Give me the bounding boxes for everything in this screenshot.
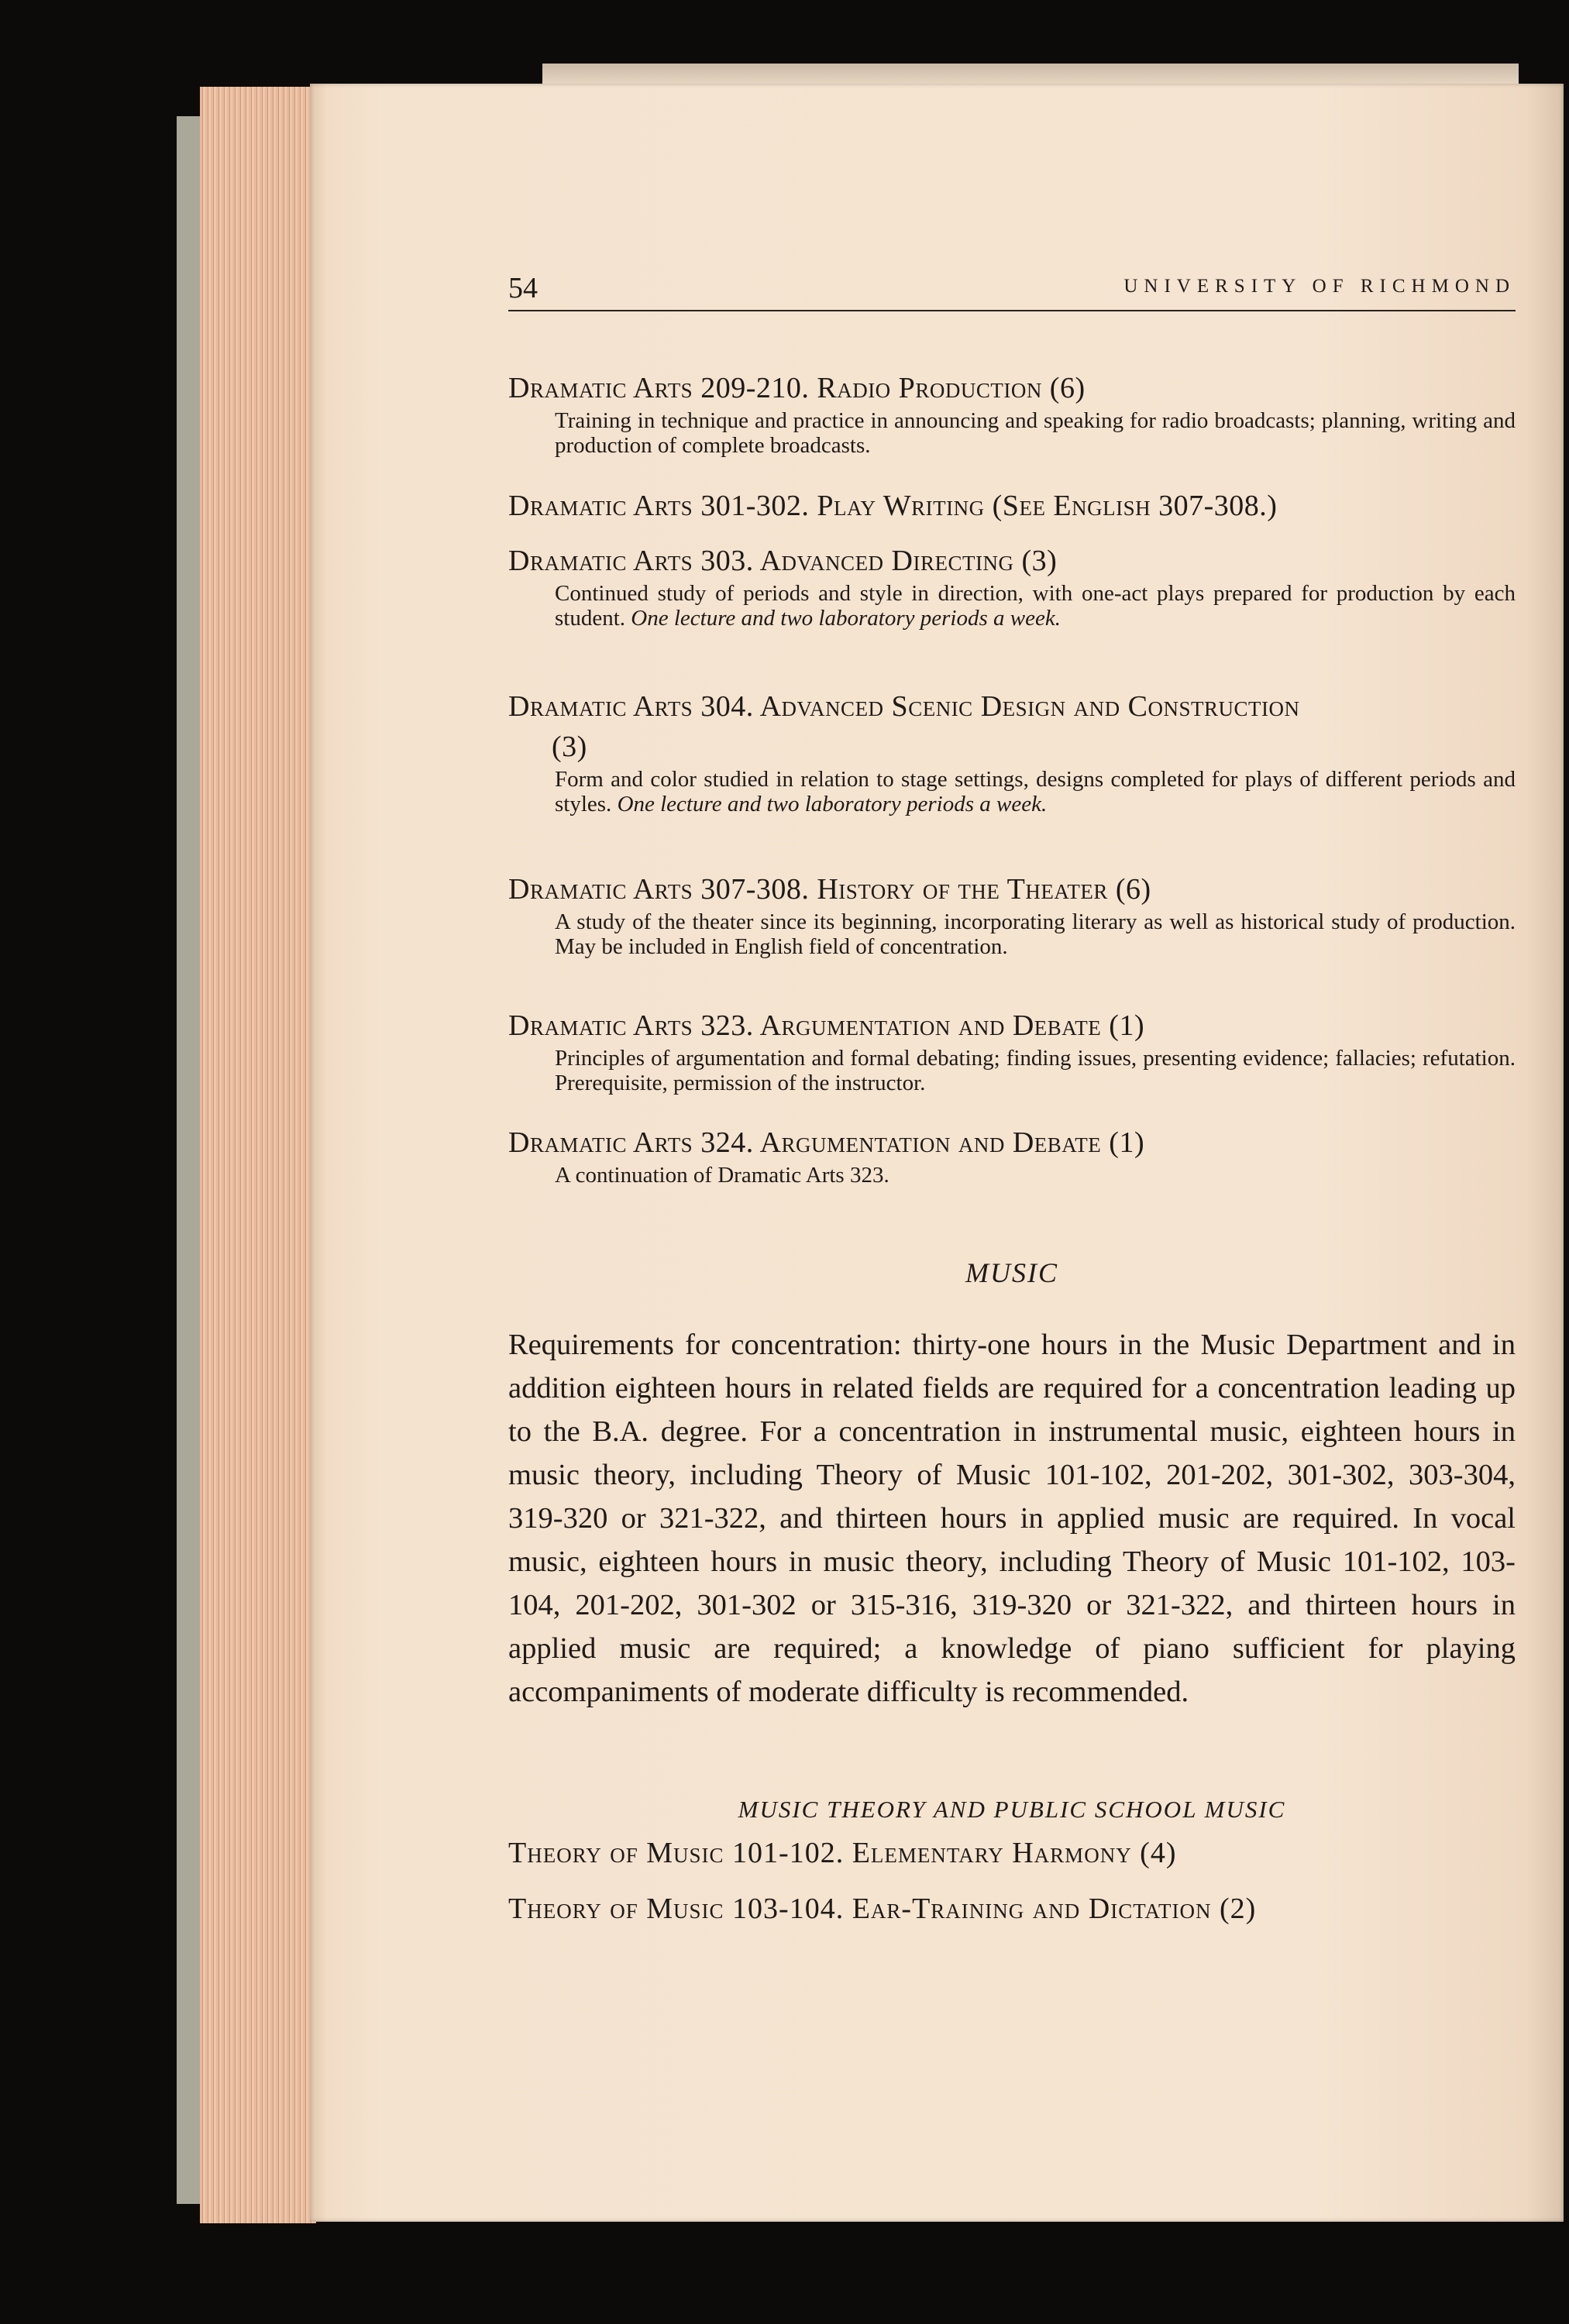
course-title: Dramatic Arts 301-302. Play Writing (See English 307-308.) [508, 490, 1278, 522]
course-title: Dramatic Arts 307-308. History of the Theater (6) [508, 873, 1151, 906]
course-entry [508, 541, 1516, 631]
page-stack-edges [200, 87, 316, 2223]
course-title: Dramatic Arts 323. Argumentation and Debate (1) [508, 1009, 1145, 1042]
course-entry [508, 1006, 1516, 1095]
course-entry [508, 686, 1516, 816]
course-title: Dramatic Arts 304. Advanced Scenic Design and Construction [508, 690, 1300, 723]
running-head-title: UNIVERSITY OF RICHMOND [1123, 276, 1516, 297]
course-credit: (3) [552, 731, 587, 763]
course-description: Training in technique and practice in announcing and speaking for radio broadcasts; planning, writing and production of complete broadcasts. [555, 408, 1516, 458]
course-description: A study of the theater since its beginning, incorporating literary as well as historical study of production. May be included in English field of concentration. [555, 909, 1516, 959]
course-schedule-note: One lecture and two laboratory periods a week. [631, 606, 1061, 631]
course-description [555, 581, 1516, 631]
course-description-text: Continued study of periods and style in direction, with one-act plays prepared for production by each student. [555, 581, 1516, 631]
page-number: 54 [508, 272, 538, 304]
music-requirements-paragraph: Requirements for concentration: thirty-one hours in the Music Department and in addition eighteen hours in related fields are required for a concentration leading up to the B.A. degree. For a concentration in instrumental music, eighteen hours in music theory, including Theory of Music 101-102, 201-202, 301-302, 303-304, 319-320 or 321-322, and thirteen hours in applied music are required. In vocal music, eighteen hours in music theory, including Theory of Music 101-102, 103-104, 201-202, 301-302 or 315-316, 319-320 or 321-322, and thirteen hours in applied music are required; a knowledge of piano sufficient for playing accompaniments of moderate difficulty is recommended. [508, 1329, 1516, 1708]
course-description [555, 767, 1516, 816]
course-schedule-note: One lecture and two laboratory periods a week. [617, 792, 1048, 816]
course-description-text: Form and color studied in relation to stage settings, designs completed for plays of different periods and styles. [555, 767, 1516, 816]
course-title: Dramatic Arts 324. Argumentation and Debate (1) [508, 1126, 1145, 1159]
course-entry [508, 869, 1516, 959]
music-section-heading: MUSIC [965, 1257, 1058, 1288]
theory-course-title: Theory of Music 103-104. Ear-Training and Dictation (2) [508, 1893, 1257, 1925]
course-entry [508, 486, 1516, 526]
header-rule [508, 310, 1516, 311]
theory-course-title: Theory of Music 101-102. Elementary Harmony (4) [508, 1837, 1177, 1869]
course-description: Principles of argumentation and formal debating; finding issues, presenting evidence; fallacies; refutation. Prerequisite, permission of the instructor. [555, 1046, 1516, 1095]
course-title: Dramatic Arts 303. Advanced Directing (3) [508, 545, 1058, 577]
music-theory-heading: MUSIC THEORY AND PUBLIC SCHOOL MUSIC [738, 1796, 1286, 1823]
course-title: Dramatic Arts 209-210. Radio Production (6) [508, 372, 1086, 404]
course-entry [508, 368, 1516, 458]
course-description: A continuation of Dramatic Arts 323. [555, 1163, 889, 1188]
course-entry [508, 1122, 1516, 1188]
running-head [508, 271, 1516, 311]
